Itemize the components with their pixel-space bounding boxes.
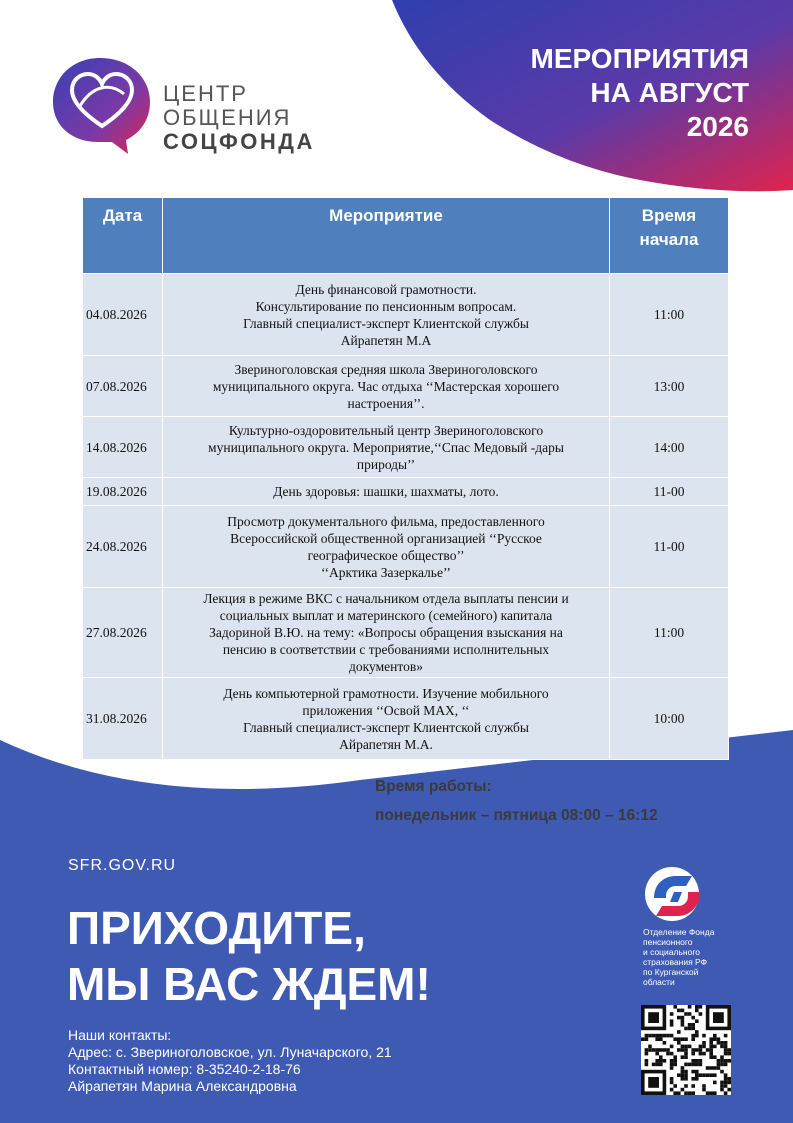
table-row	[83, 274, 729, 356]
title-line-1: МЕРОПРИЯТИЯ	[530, 43, 749, 74]
event-description-line: Консультирование по пенсионным вопросам.	[255, 298, 517, 314]
contacts-phone: Контактный номер: 8-35240-2-18-76	[68, 1061, 301, 1077]
table-row	[83, 356, 729, 417]
event-description-line: документов»	[349, 659, 423, 674]
event-time: 10:00	[610, 678, 729, 760]
org-line-4: страхования РФ	[643, 957, 708, 967]
table-row	[83, 478, 729, 506]
event-description	[163, 417, 610, 478]
column-header-date: Дата	[83, 198, 163, 274]
event-description	[163, 356, 610, 417]
event-description-line: природы’’	[356, 456, 416, 472]
contacts-heading: Наши контакты:	[68, 1027, 172, 1043]
table-row	[83, 417, 729, 478]
event-description-line: географическое общество’’	[307, 547, 465, 563]
column-header-time	[610, 198, 729, 274]
event-description-line: социальных выплат и материнского (семейного) капитала	[219, 608, 553, 623]
event-time: 11:00	[610, 588, 729, 678]
org-line-5: по Курганской	[643, 967, 699, 977]
title-line-2: НА АВГУСТ	[590, 77, 749, 108]
event-date: 31.08.2026	[83, 678, 163, 760]
page-title	[531, 42, 750, 144]
org-line-2: пенсионного	[643, 937, 693, 947]
event-date: 27.08.2026	[83, 588, 163, 678]
org-line-1: Отделение Фонда	[643, 927, 715, 937]
working-hours-value: понедельник – пятница 08:00 – 16:12	[375, 807, 658, 824]
event-description-line: настроения’’.	[347, 395, 425, 411]
slogan-line-1: ПРИХОДИТЕ,	[67, 902, 366, 954]
event-time: 11:00	[610, 274, 729, 356]
event-description-line: День здоровья: шашки, шахматы, лото.	[273, 484, 499, 499]
slogan-line-2: МЫ ВАС ЖДЕМ!	[67, 958, 431, 1010]
event-date: 07.08.2026	[83, 356, 163, 417]
event-description-line: Задориной В.Ю. на тему: «Вопросы обращения взыскания на	[209, 625, 563, 640]
logo-line-2: ОБЩЕНИЯ	[163, 105, 292, 130]
sfr-logo-icon	[640, 862, 720, 922]
working-hours	[375, 778, 658, 836]
slogan	[67, 900, 431, 1012]
event-description	[163, 478, 610, 506]
org-line-6: области	[643, 977, 675, 987]
column-header-time-line-2: начала	[639, 230, 699, 249]
event-description-line: Просмотр документального фильма, предоставленного	[227, 513, 545, 529]
logo-wordmark	[163, 82, 315, 154]
event-description-line: Айрапетян М.А.	[339, 736, 433, 752]
event-description-line: Айрапетян М.А	[340, 332, 432, 348]
sfr-org-name	[643, 927, 738, 987]
title-line-3: 2026	[686, 111, 749, 142]
event-description	[163, 678, 610, 760]
event-time: 14:00	[610, 417, 729, 478]
column-header-event: Мероприятие	[163, 198, 610, 274]
event-description-line: Главный специалист-эксперт Клиентской службы	[243, 315, 529, 331]
logo-line-1: ЦЕНТР	[163, 81, 248, 106]
event-description-line: Лекция в режиме ВКС с начальником отдела выплаты пенсии и	[203, 591, 569, 606]
event-time: 13:00	[610, 356, 729, 417]
event-description-line: приложения ‘‘Освой MAX, ‘‘	[302, 702, 470, 718]
event-description-line: ‘‘Арктика Зазеркалье’’	[321, 564, 451, 580]
table-header-row	[83, 198, 729, 274]
event-description-line: Всероссийской общественной организацией ‘‘Русское	[230, 530, 542, 546]
table-row	[83, 588, 729, 678]
event-date: 19.08.2026	[83, 478, 163, 506]
logo-line-3: СОЦФОНДА	[163, 129, 315, 154]
event-time: 11-00	[610, 478, 729, 506]
org-line-3: и социального	[643, 947, 700, 957]
event-description-line: муниципального округа. Час отдыха ‘‘Мастерская хорошего	[212, 378, 560, 394]
contacts-block	[68, 1027, 392, 1095]
events-table	[82, 197, 729, 760]
table-row	[83, 678, 729, 760]
event-description-line: Главный специалист-эксперт Клиентской службы	[243, 719, 529, 735]
event-description-line: День финансовой грамотности.	[295, 281, 477, 297]
event-description-line: Звериноголовская средняя школа Звериноголовского	[234, 361, 538, 377]
contacts-address: Адрес: с. Звериноголовское, ул. Луначарского, 21	[68, 1044, 392, 1060]
events-table-body	[83, 274, 729, 760]
event-description	[163, 588, 610, 678]
event-description-line: Культурно-оздоровительный центр Звериноголовского	[228, 422, 544, 438]
contacts-person: Айрапетян Марина Александровна	[68, 1078, 297, 1094]
event-date: 24.08.2026	[83, 506, 163, 588]
event-description-line: День компьютерной грамотности. Изучение мобильного	[223, 685, 549, 701]
table-row	[83, 506, 729, 588]
event-date: 04.08.2026	[83, 274, 163, 356]
event-description	[163, 506, 610, 588]
event-description	[163, 274, 610, 356]
qr-code[interactable]	[641, 1005, 731, 1095]
event-description-line: муниципального округа. Мероприятие,‘‘Спас Медовый -дары	[208, 439, 564, 455]
event-date: 14.08.2026	[83, 417, 163, 478]
event-time: 11-00	[610, 506, 729, 588]
column-header-time-line-1: Время	[641, 206, 697, 225]
working-hours-label: Время работы:	[375, 778, 492, 795]
event-description-line: пенсию в соответствии с требованиями исполнительных	[222, 642, 550, 657]
website-link[interactable]: SFR.GOV.RU	[68, 857, 177, 874]
